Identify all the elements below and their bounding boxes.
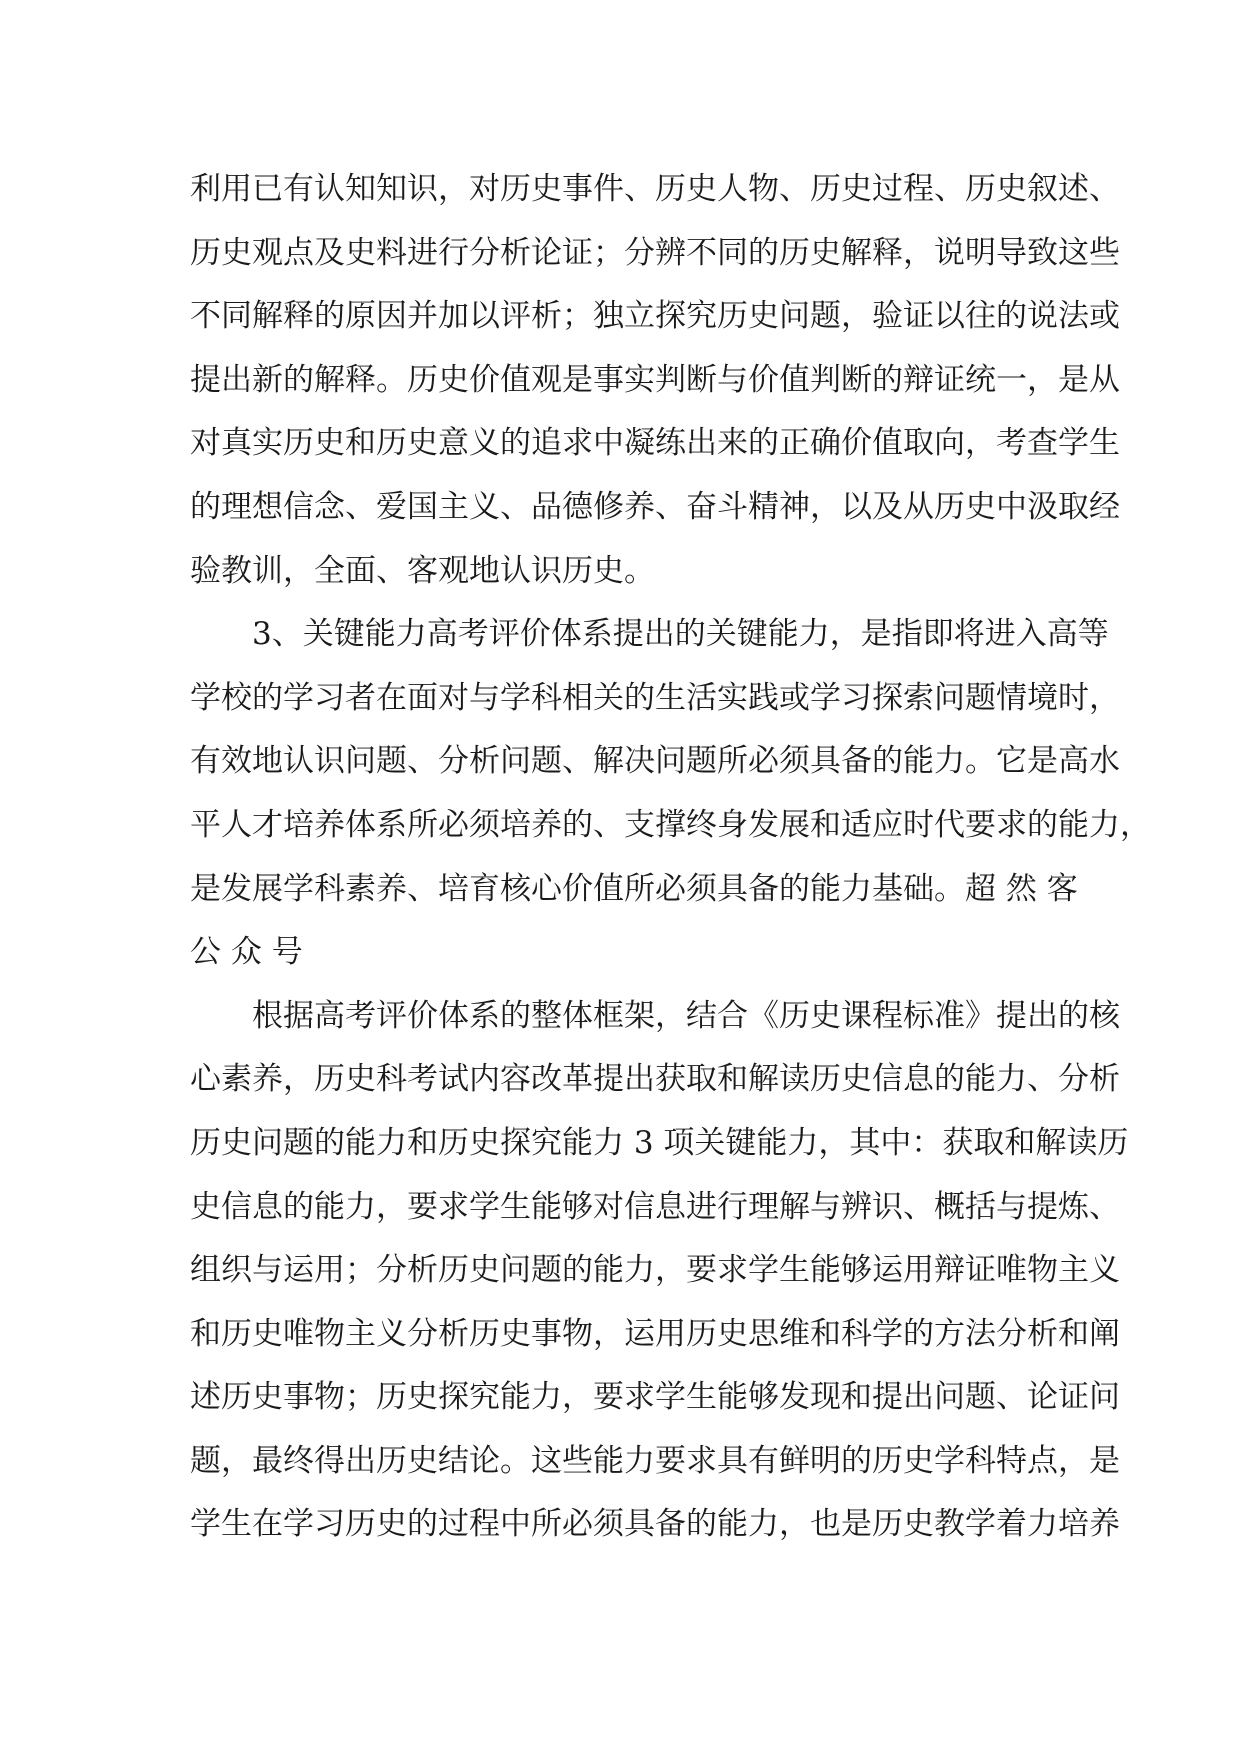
text-line: 学校的学习者在面对与学科相关的生活实践或学习探索问题情境时， — [190, 679, 1120, 716]
text-line: 心素养，历史科考试内容改革提出获取和解读历史信息的能力、分析 — [190, 1061, 1120, 1098]
text-line: 是发展学科素养、培育核心价值所必须具备的能力基础。超 然 客 — [190, 870, 1078, 907]
text-line: 历史观点及史料进行分析论证；分辨不同的历史解释，说明导致这些 — [190, 234, 1120, 271]
paragraph-start-line: 根据高考评价体系的整体框架，结合《历史课程标准》提出的核 — [252, 997, 1120, 1034]
text-line: 史信息的能力，要求学生能够对信息进行理解与辨识、概括与提炼、 — [190, 1188, 1120, 1225]
text-line: 题，最终得出历史结论。这些能力要求具有鲜明的历史学科特点，是 — [190, 1442, 1120, 1479]
text-line: 述历史事物；历史探究能力，要求学生能够发现和提出问题、论证问 — [190, 1379, 1120, 1416]
text-line: 提出新的解释。历史价值观是事实判断与价值判断的辩证统一，是从 — [190, 361, 1120, 398]
paragraph-start-line: 3、关键能力高考评价体系提出的关键能力，是指即将进入高等 — [252, 616, 1109, 653]
text-line: 对真实历史和历史意义的追求中凝练出来的正确价值取向，考查学生 — [190, 425, 1120, 462]
text-line: 不同解释的原因并加以评析；独立探究历史问题，验证以往的说法或 — [190, 298, 1120, 335]
text-line: 历史问题的能力和历史探究能力 3 项关键能力，其中：获取和解读历 — [190, 1124, 1129, 1161]
text-line: 利用已有认知知识，对历史事件、历史人物、历史过程、历史叙述、 — [190, 171, 1120, 207]
text-line: 学生在学习历史的过程中所必须具备的能力，也是历史教学着力培养 — [190, 1506, 1120, 1543]
text-line: 验教训，全面、客观地认识历史。 — [190, 552, 655, 589]
text-line: 平人才培养体系所必须培养的、支撑终身发展和适应时代要求的能力， — [190, 806, 1151, 843]
text-line: 有效地认识问题、分析问题、解决问题所必须具备的能力。它是高水 — [190, 743, 1120, 780]
text-line: 公 众 号 — [190, 934, 303, 971]
text-line: 组织与运用；分析历史问题的能力，要求学生能够运用辩证唯物主义 — [190, 1252, 1120, 1289]
text-line: 和历史唯物主义分析历史事物，运用历史思维和科学的方法分析和阐 — [190, 1315, 1120, 1352]
text-line: 的理想信念、爱国主义、品德修养、奋斗精神，以及从历史中汲取经 — [190, 488, 1120, 525]
body-text — [190, 158, 1151, 1557]
